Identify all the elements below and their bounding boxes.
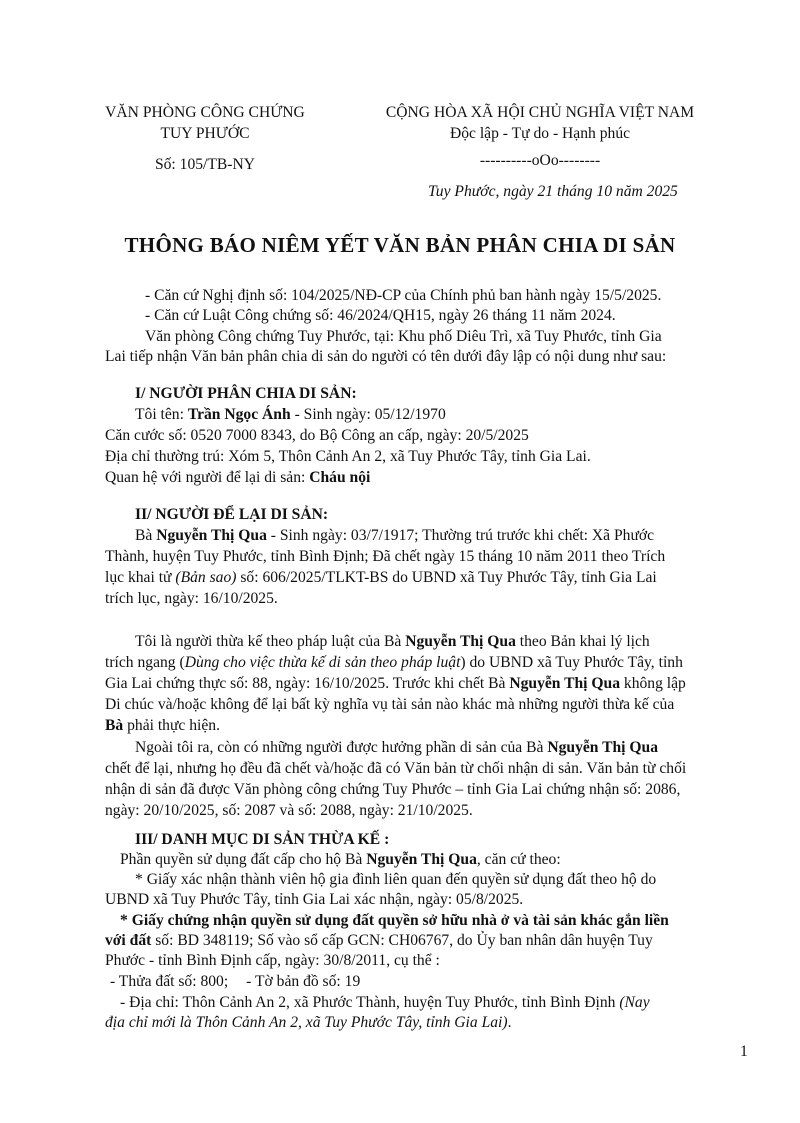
basis-line-2: - Căn cứ Luật Công chứng số: 46/2024/QH15, ngày 26 tháng 11 năm 2024.	[145, 307, 616, 324]
s3-line-9	[105, 1013, 512, 1033]
s2-p1-line-2: Thành, huyện Tuy Phước, tỉnh Bình Định; Đã chết ngày 15 tháng 10 năm 2011 theo Trích	[105, 548, 666, 565]
heir-name: Trần Ngọc Ánh	[187, 406, 291, 423]
s2-p3-line-1	[135, 738, 658, 758]
s3-l1-name: Nguyễn Thị Qua	[366, 851, 477, 868]
s2-p1-line-4: trích lục, ngày: 16/10/2025.	[105, 590, 278, 607]
s3-l8-italic: (Nay	[619, 994, 650, 1011]
heir-birth: - Sinh ngày: 05/12/1970	[290, 406, 446, 423]
s3-l1-a: Phần quyền sử dụng đất cấp cho hộ Bà	[120, 851, 367, 868]
s3-l9-end: .	[507, 1014, 512, 1031]
relation-value: Cháu nội	[309, 469, 371, 486]
s3-line-3: UBND xã Tuy Phước Tây, tỉnh Gia Lai xác nhận, ngày: 05/8/2025.	[105, 891, 524, 908]
s3-line-7	[110, 972, 360, 992]
s2-p1-l3-italic: (Bản sao)	[175, 569, 237, 586]
s3-line-1	[120, 850, 561, 870]
document-date: Tuy Phước, ngày 21 tháng 10 năm 2025	[428, 183, 678, 200]
s2-p2-l5-bold: Bà	[105, 717, 124, 734]
s2-p1-l3-a: lục khai tử	[105, 569, 176, 586]
s3-line-4: * Giấy chứng nhận quyền sử dụng đất quyền sở hữu nhà ở và tài sản khác gắn liền	[120, 912, 669, 929]
header-divider: ----------oOo--------	[479, 152, 601, 169]
s2-p2-line-4: Di chúc và/hoặc không để lại bất kỳ nghĩa vụ tài sản nào khác mà những người thừa kế của	[105, 696, 675, 713]
s3-l9-italic: địa chỉ mới là Thôn Cảnh An 2, xã Tuy Phước Tây, tỉnh Gia Lai)	[105, 1014, 508, 1031]
s3-l1-b: , căn cứ theo:	[476, 851, 561, 868]
section-1-name-line	[135, 405, 446, 425]
s2-p1-line-1	[135, 526, 654, 546]
section-2-heading: II/ NGƯỜI ĐỂ LẠI DI SẢN:	[135, 506, 329, 523]
name-label: Tôi tên:	[135, 406, 188, 423]
office-name-line2: TUY PHƯỚC	[160, 125, 250, 142]
s3-line-2: * Giấy xác nhận thành viên hộ gia đình liên quan đến quyền sử dụng đất theo hộ do	[135, 871, 657, 888]
document-number: Số: 105/TB-NY	[154, 156, 256, 173]
s2-p3-line-4: ngày: 20/10/2025, số: 2087 và số: 2088, ngày: 21/10/2025.	[105, 802, 473, 819]
page-title: THÔNG BÁO NIÊM YẾT VĂN BẢN PHÂN CHIA DI SẢN	[124, 233, 676, 257]
s2-p2-line-3	[105, 674, 686, 694]
section-3-heading: III/ DANH MỤC DI SẢN THỪA KẾ :	[135, 831, 390, 848]
page-number: 1	[740, 1043, 748, 1060]
s2-p2-l2-a: trích ngang (	[105, 654, 185, 671]
parcel-number: - Thửa đất số: 800;	[110, 973, 229, 990]
republic-name: CỘNG HÒA XÃ HỘI CHỦ NGHĨA VIỆT NAM	[385, 104, 695, 121]
s3-line-5	[105, 931, 653, 951]
s3-l5-rest: số: BD 348119; Số vào sổ cấp GCN: CH06767, do Ủy ban nhân dân huyện Tuy	[151, 932, 653, 949]
s2-p2-l2-italic: Dùng cho việc thừa kế di sản theo pháp luật	[184, 654, 461, 671]
section-1-address-line: Địa chỉ thường trú: Xóm 5, Thôn Cảnh An 2, xã Tuy Phước Tây, tỉnh Gia Lai.	[105, 448, 591, 465]
s2-p2-l3-a: Gia Lai chứng thực số: 88, ngày: 16/10/2025. Trước khi chết Bà	[105, 675, 510, 692]
national-motto: Độc lập - Tự do - Hạnh phúc	[449, 125, 631, 142]
s2-p2-l5-rest: phải thực hiện.	[123, 717, 220, 734]
basis-line-3: Văn phòng Công chứng Tuy Phước, tại: Khu phố Diêu Trì, xã Tuy Phước, tỉnh Gia	[145, 328, 662, 345]
s2-p2-l3-b: không lập	[620, 675, 686, 692]
office-name-line1: VĂN PHÒNG CÔNG CHỨNG	[105, 104, 305, 121]
deceased-name: Nguyễn Thị Qua	[156, 527, 267, 544]
s2-p2-line-5	[105, 716, 220, 736]
s2-p1-prefix: Bà	[135, 527, 157, 544]
s2-p3-line-3: nhận di sản đã được Văn phòng công chứng Tuy Phước – tỉnh Gia Lai chứng nhận số: 2086,	[105, 781, 681, 798]
s2-p3-line-2: chết để lại, nhưng họ đều đã chết và/hoặc đã có Văn bản từ chối nhận di sản. Văn bản từ chối	[105, 760, 687, 777]
s3-line-8	[120, 993, 650, 1013]
s3-l5-bold: với đất	[105, 932, 152, 949]
map-sheet-number: - Tờ bản đồ số: 19	[246, 973, 361, 990]
s2-p2-l1-name: Nguyễn Thị Qua	[405, 633, 516, 650]
basis-line-1: - Căn cứ Nghị định số: 104/2025/NĐ-CP của Chính phủ ban hành ngày 15/5/2025.	[145, 287, 662, 304]
s2-p3-l1-a: Ngoài tôi ra, còn có những người được hưởng phần di sản của Bà	[135, 739, 548, 756]
section-1-id-line: Căn cước số: 0520 7000 8343, do Bộ Công an cấp, ngày: 20/5/2025	[105, 427, 529, 444]
s2-p1-rest: - Sinh ngày: 03/7/1917; Thường trú trước khi chết: Xã Phước	[266, 527, 655, 544]
s2-p3-l1-name: Nguyễn Thị Qua	[547, 739, 659, 756]
s2-p2-l3-name: Nguyễn Thị Qua	[509, 675, 620, 692]
s2-p1-l3-b: số: 606/2025/TLKT-BS do UBND xã Tuy Phước Tây, tỉnh Gia Lai	[236, 569, 657, 586]
section-1-relation-line	[105, 468, 370, 488]
s2-p2-l1-a: Tôi là người thừa kế theo pháp luật của Bà	[135, 633, 406, 650]
s3-l8-a: - Địa chỉ: Thôn Cảnh An 2, xã Phước Thành, huyện Tuy Phước, tỉnh Bình Định	[120, 994, 620, 1011]
s2-p2-line-1	[135, 632, 650, 652]
s2-p1-line-3	[105, 568, 657, 588]
s2-p2-l2-b: ) do UBND xã Tuy Phước Tây, tỉnh	[460, 654, 683, 671]
s2-p2-line-2	[105, 653, 683, 673]
s3-line-6: Phước - tỉnh Bình Định cấp, ngày: 30/8/2011, cụ thể :	[105, 952, 440, 969]
section-1-heading: I/ NGƯỜI PHÂN CHIA DI SẢN:	[135, 385, 357, 402]
relation-label: Quan hệ với người để lại di sản:	[105, 469, 310, 486]
basis-line-4: Lai tiếp nhận Văn bản phân chia di sản do người có tên dưới đây lập có nội dung như sau:	[105, 348, 667, 365]
s2-p2-l1-b: theo Bản khai lý lịch	[515, 633, 650, 650]
